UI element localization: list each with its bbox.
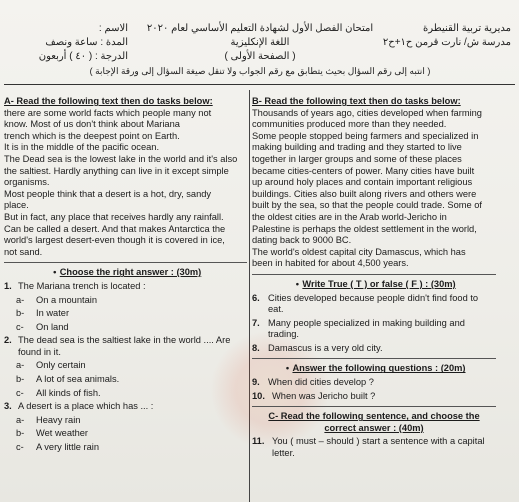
question-text: The Mariana trench is located : [18,280,146,291]
option-text: In water [36,308,70,319]
question-number: 8. [252,342,260,353]
question-2 [4,335,247,399]
passage-line: Can be called a desert. And that makes Antarctica the [4,223,226,234]
question-number: 3. [4,401,12,412]
question-text-cont: trading. [268,329,300,340]
section-b-passage [252,108,496,270]
option-letter: a- [16,360,25,371]
option-letter: c- [16,442,24,453]
question-number: 9. [252,377,260,388]
option-letter: b- [16,308,25,319]
option-text: On land [36,321,69,332]
section-b-title: B- Read the following text then do tasks below: [252,96,461,106]
question-text-cont: found in it. [18,346,61,357]
option [4,388,247,400]
passage-line: the saltiest. Hardly anything can live in it except simple [4,165,229,176]
question-number: 7. [252,317,260,328]
tf-task-label: Write True ( T ) or false ( F ) : (30m) [302,278,456,289]
section-a [4,96,247,454]
passage-line: been in habited for about 4,500 years. [252,258,409,269]
question-3 [4,401,247,453]
option-text: Heavy rain [36,414,81,425]
section-b [252,96,496,460]
option [4,295,247,307]
question-9 [252,377,496,389]
passage-line: became cities-centers of power. Many cities have built [252,165,475,176]
school-label: مدرسة ش/ نارت قرمن ح١+ح٢ [382,37,511,48]
question-text: Many people specialized in making building and [268,317,465,328]
choose-task-title [4,267,247,279]
passage-line: But in fact, any place that receives hardly any rainfall. [4,211,224,222]
option-letter: b- [16,428,25,439]
question-number: 1. [4,280,12,291]
question-1 [4,281,247,333]
passage-line: trench which is the deepest point on Earth. [4,130,180,141]
option [4,428,247,440]
question-text-cont: letter. [272,448,295,459]
answer-task-label: Answer the following questions : (20m) [292,363,466,374]
passage-line: Palestine is perhaps the oldest settlement in the world, [252,223,477,234]
question-number: 11. [252,436,265,447]
header-student-info [8,22,128,64]
question-11 [252,436,496,459]
header-exam-info [140,22,380,64]
passage-line: buildings. Cities also built along rivers and others were [252,188,477,199]
option [4,360,247,372]
question-text: Cities developed because people didn't find food to [268,292,479,303]
question-text: A desert is a place which has ... : [18,401,154,412]
bullet-icon: • [285,363,290,374]
bullet-icon: • [295,278,299,289]
section-a-passage [4,108,247,259]
option-letter: a- [16,414,25,425]
question-7 [252,318,496,341]
section-rule [252,274,496,275]
option-text: Wet weather [36,428,89,439]
passage-line: world's largest desert-even though it is covered in ice, [4,235,225,246]
option-text: On a mountain [36,294,97,305]
header-divider [4,84,515,85]
directorate-label: مديرية تربية القنيطرة [423,23,511,34]
question-number: 6. [252,292,260,303]
passage-line: Some people stopped being farmers and specialized in [252,130,479,141]
section-c-title: C- Read the following sentence, and choose the [268,411,480,422]
instructions-note: ( انتبه إلى رقم السؤال بحيث يتطابق مع رقم الجواب ولا تنقل صيغة السؤال إلى ورقة الإجابة ) [89,66,431,76]
passage-line: making building and trading and they started to live [252,142,462,153]
option [4,322,247,334]
bullet-icon: • [53,267,57,278]
passage-line: dating back to 9000 BC. [252,235,352,246]
name-label: الاسم : [98,23,128,34]
question-8 [252,343,496,355]
exam-title: امتحان الفصل الأول لشهادة التعليم الأساسي لعام ٢٠٢٠ [146,23,374,34]
question-number: 10. [252,390,265,401]
question-text: The dead sea is the saltiest lake in the world .... Are [18,335,231,346]
grade-label: الدرجة : ( ٤٠ ) أربعون [38,51,128,62]
passage-line: not sand. [4,246,43,257]
question-10 [252,391,496,403]
choose-task-label: Choose the right answer : (30m) [59,267,202,278]
question-number: 2. [4,335,12,346]
question-text-cont: eat. [268,304,284,315]
passage-line: built by the sea, so that the people could trade. Some of [252,200,482,211]
page-label: ( الصفحة الأولى ) [224,51,296,62]
passage-line: Most people think that a desert is a hot, dry, sandy [4,188,212,199]
exam-header [0,0,519,86]
tf-task-title [252,279,496,291]
option [4,442,247,454]
passage-line: The Dead sea is the lowest lake in the world and it's also [4,153,238,164]
passage-line: organisms. [4,177,50,188]
question-text: When did cities develop ? [268,377,374,388]
passage-line: there are some world facts which people many not [4,107,212,118]
section-c-title-cont: correct answer : (40m) [324,422,424,433]
passage-line: together in larger groups and some of these places [252,153,462,164]
subject-label: اللغة الإنكليزية [230,37,290,48]
passage-line: The world's oldest capital city Damascus, which has [252,246,466,257]
option-text: Only certain [36,360,86,371]
section-rule [4,262,247,263]
option-letter: a- [16,294,25,305]
section-a-title: A- Read the following text then do tasks below: [4,96,213,106]
passage-line: up around holy places and contain important religious [252,177,473,188]
duration-label: المدة : ساعة ونصف [45,37,128,48]
header-school-info [381,22,511,50]
section-rule [252,406,496,407]
passage-line: place. [4,200,29,211]
passage-line: know. Most of us don't think about Mariana [4,119,180,130]
option [4,415,247,427]
option-letter: c- [16,387,24,398]
passage-line: the oldest cities are in the Arab world-Jericho in [252,211,447,222]
question-text: When was Jericho built ? [272,390,376,401]
option [4,308,247,320]
question-text: You ( must – should ) start a sentence with a capital [272,436,485,447]
passage-line: communities produced more than they needed. [252,119,447,130]
option [4,374,247,386]
option-text: All kinds of fish. [36,387,101,398]
option-text: A lot of sea animals. [36,374,120,385]
option-letter: b- [16,374,25,385]
passage-line: It is in the middle of the pacific ocean. [4,142,160,153]
option-text: A very little rain [36,442,100,453]
option-letter: c- [16,321,24,332]
question-6 [252,293,496,316]
section-rule [252,358,496,359]
question-text: Damascus is a very old city. [268,342,383,353]
answer-task-title [252,363,496,375]
passage-line: Thousands of years ago, cities developed when farming [252,107,482,118]
